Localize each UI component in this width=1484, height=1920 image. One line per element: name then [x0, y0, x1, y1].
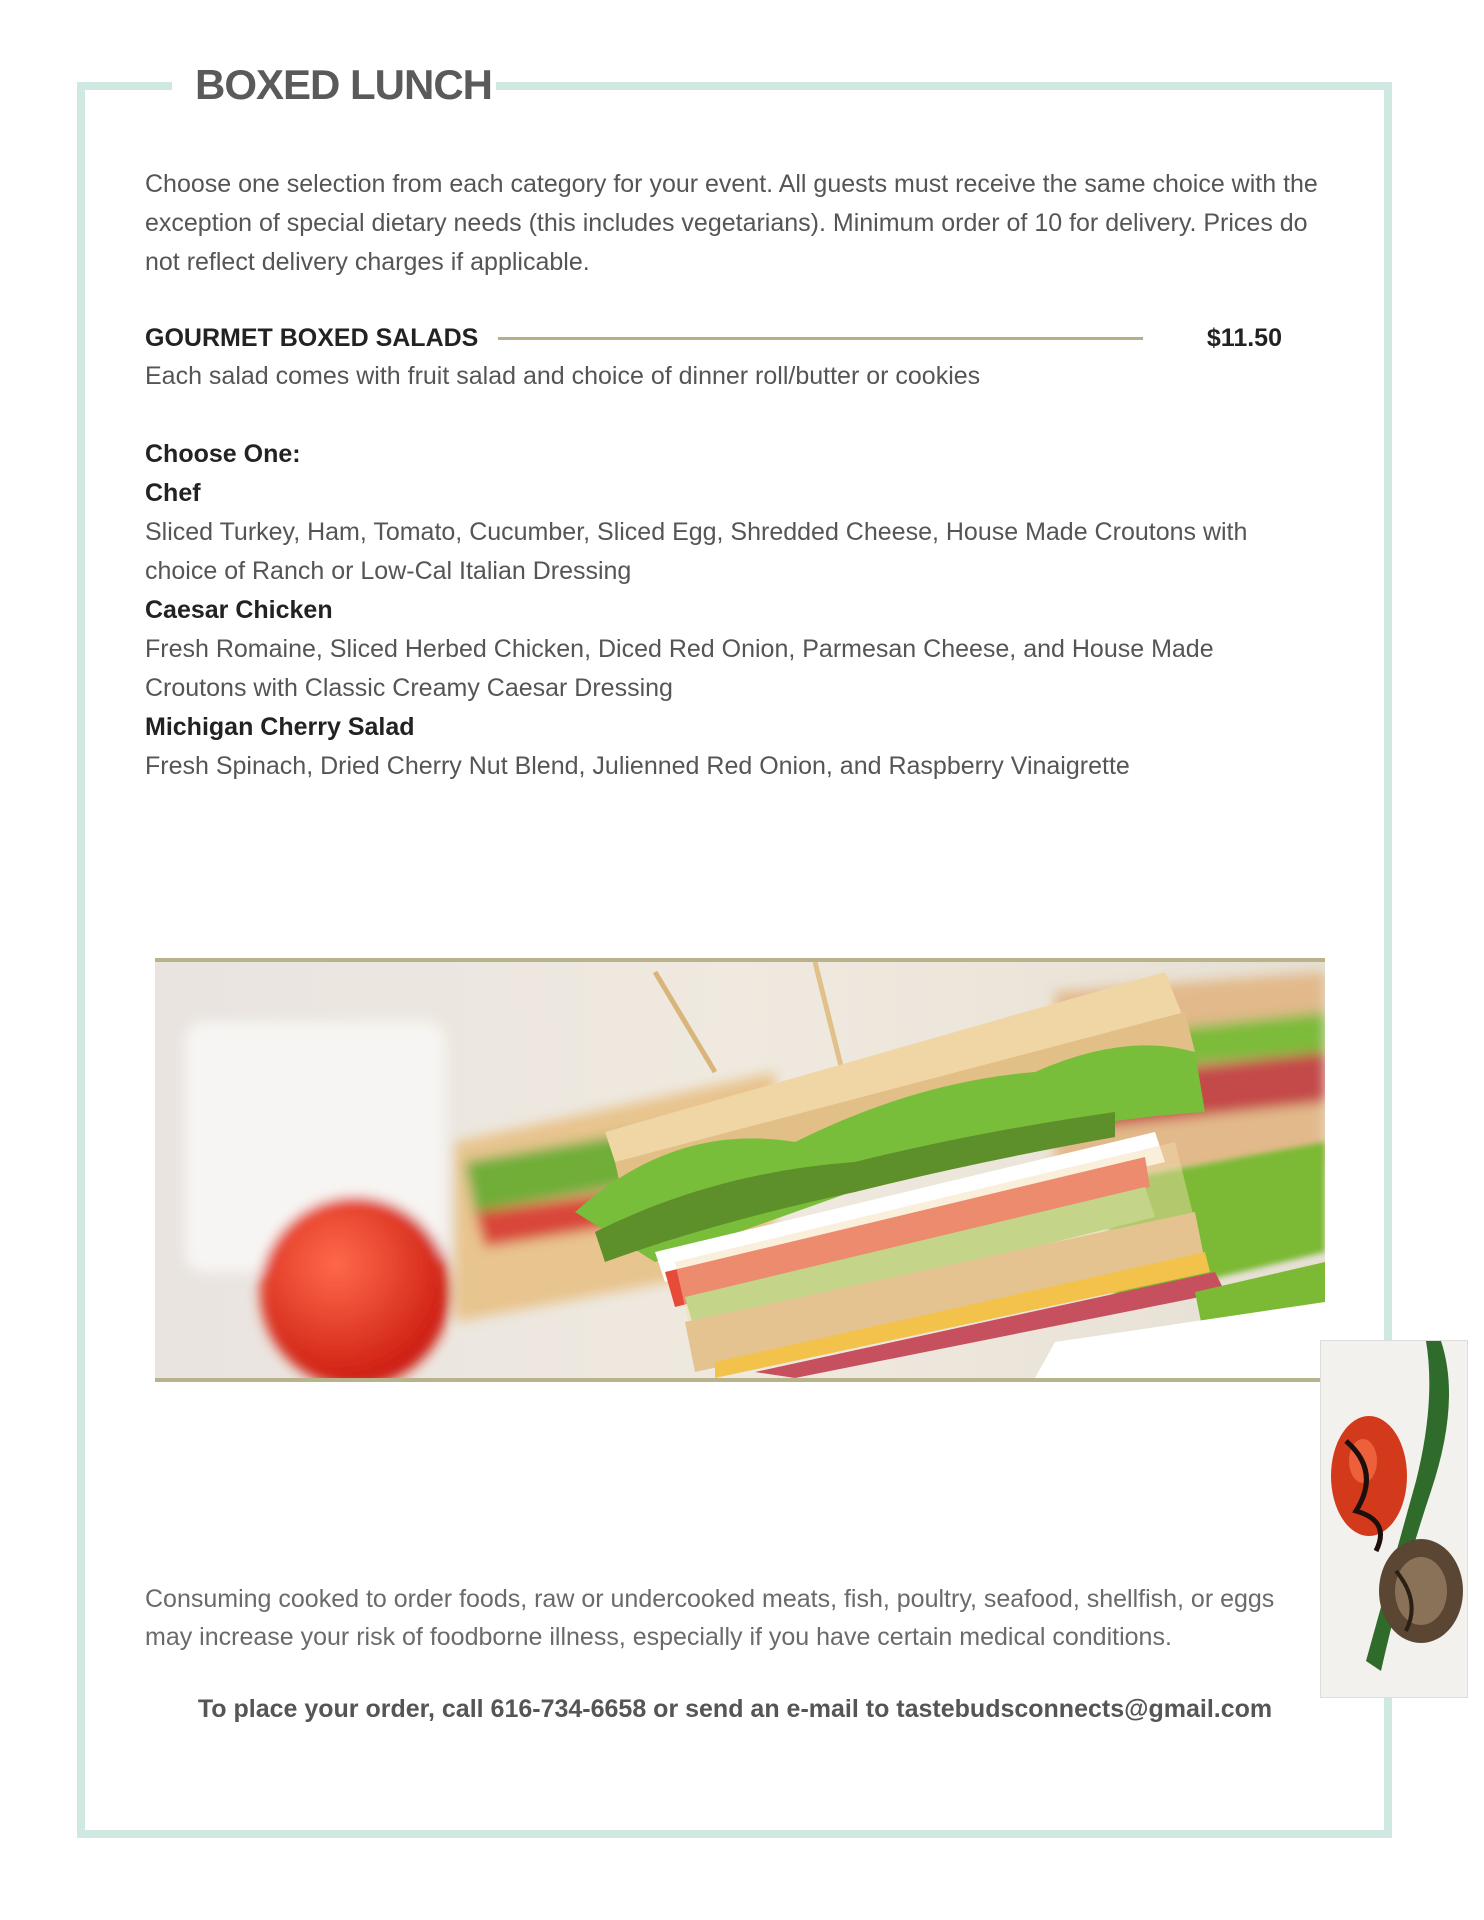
section-title: GOURMET BOXED SALADS: [145, 324, 479, 352]
page-title: BOXED LUNCH: [195, 61, 493, 108]
menu-item: [145, 474, 1295, 591]
foodborne-illness-disclaimer: Consuming cooked to order foods, raw or undercooked meats, fish, poultry, seafood, shellfish, or eggs may increase your risk of foodborne illness, especially if you have certain medical conditions.: [145, 1585, 1275, 1651]
menu-options: [145, 435, 1295, 786]
section-description: Each salad comes with fruit salad and choice of dinner roll/butter or cookies: [145, 362, 981, 390]
menu-item-name: Michigan Cherry Salad: [145, 713, 415, 741]
menu-item: [145, 708, 1295, 786]
menu-item: [145, 591, 1295, 708]
section-price: $11.50: [1206, 324, 1282, 352]
caprese-illustration: [1321, 1341, 1468, 1698]
club-sandwich-illustration: [155, 962, 1325, 1378]
order-contact-line: To place your order, call 616-734-6658 or send an e-mail to tastebudsconnects@gmail.com: [197, 1695, 1273, 1723]
caprese-side-image: [1320, 1340, 1468, 1698]
section-rule-divider: [498, 337, 1143, 340]
section-header: [145, 320, 1285, 356]
intro-paragraph: Choose one selection from each category for your event. All guests must receive the same choice with the exception of special dietary needs (this includes vegetarians). Minimum order of 10 for delivery. Prices do not reflect delivery charges if applicable.: [145, 170, 1318, 276]
menu-item-name: Chef: [145, 479, 201, 507]
menu-item-description: Fresh Romaine, Sliced Herbed Chicken, Diced Red Onion, Parmesan Cheese, and House Made Croutons with Classic Creamy Caesar Dressing: [145, 635, 1214, 702]
sandwich-banner-image: [155, 958, 1325, 1382]
menu-item-description: Sliced Turkey, Ham, Tomato, Cucumber, Sliced Egg, Shredded Cheese, House Made Croutons with choice of Ranch or Low-Cal Italian Dressing: [145, 518, 1248, 585]
menu-item-name: Caesar Chicken: [145, 596, 333, 624]
choose-one-label: Choose One:: [145, 440, 301, 468]
menu-item-description: Fresh Spinach, Dried Cherry Nut Blend, Julienned Red Onion, and Raspberry Vinaigrette: [145, 752, 1130, 780]
